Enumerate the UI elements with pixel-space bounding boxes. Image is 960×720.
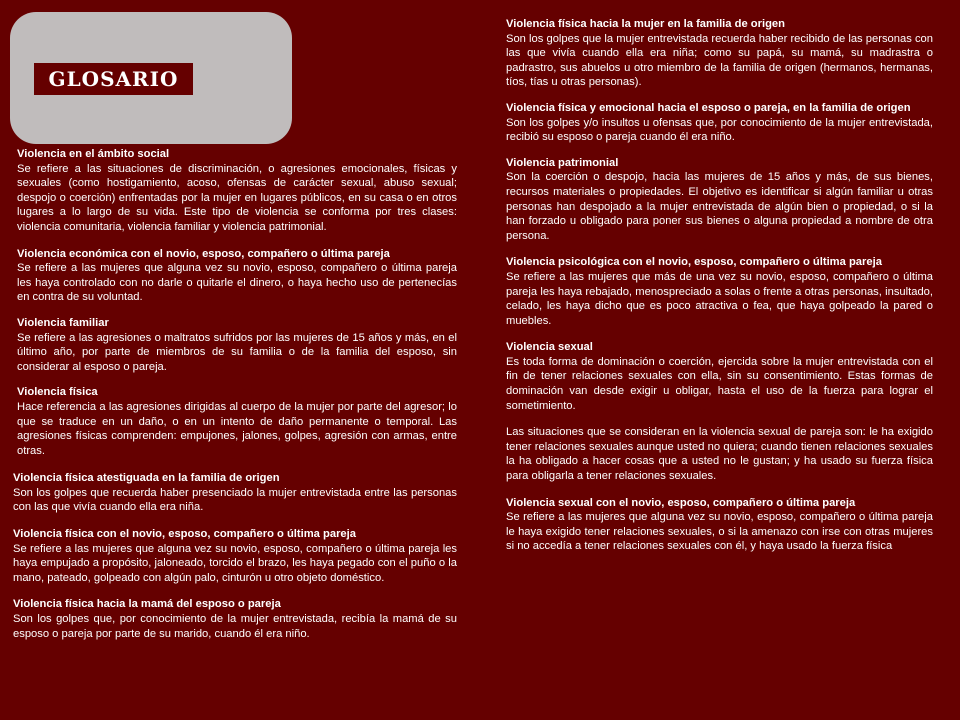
entry-term: Violencia sexual con el novio, esposo, compañero o última pareja — [506, 496, 856, 509]
entry-term: Violencia económica con el novio, esposo, compañero o última pareja — [17, 247, 390, 260]
entry-term: Violencia física hacia la mamá del esposo o pareja — [13, 598, 281, 611]
glossary-entry — [17, 247, 457, 305]
glossary-entry — [506, 101, 933, 145]
glossary-entry — [13, 471, 457, 515]
entry-definition: Se refiere a las mujeres que más de una vez su novio, esposo, compañero o última pareja les haya rebajado, menospreciado a solas o frente a otras personas, insultado, celado, les haya dicho que es poco atractiva o fea, que haya golpeado la pared o muebles. — [506, 270, 933, 327]
glossary-entry — [506, 340, 933, 413]
glossary-entry — [17, 316, 457, 374]
entry-term: Violencia física hacia la mujer en la familia de origen — [506, 18, 785, 30]
entry-definition: Hace referencia a las agresiones dirigidas al cuerpo de la mujer por parte del agresor; lo que se traduce en un daño, o en un intento de daño permanente o temporal. Las agresiones físicas comprenden: empujones, jalones, golpes, agresión con armas, entre otras. — [17, 400, 457, 457]
entry-term: Violencia física atestiguada en la familia de origen — [13, 472, 280, 485]
glossary-entry — [13, 527, 457, 585]
entry-term: Violencia física — [17, 386, 98, 399]
glossary-entry — [506, 425, 933, 483]
entry-definition: Se refiere a las mujeres que alguna vez su novio, esposo, compañero o última pareja les haya controlado con no darle o quitarle el dinero, o haya hecho uso de pertenecías en contra de su voluntad. — [17, 262, 457, 304]
glossary-entry — [17, 147, 457, 235]
page-title: GLOSARIO — [34, 63, 193, 95]
entry-definition: Son los golpes que, por conocimiento de la mujer entrevistada, recibía la mamá de su esposo o pareja por parte de su marido, cuando él era niño. — [13, 613, 457, 640]
entry-term: Violencia patrimonial — [506, 156, 619, 169]
entry-definition: Se refiere a las situaciones de discriminación, o agresiones emocionales, físicas y sexuales (como hostigamiento, acoso, ofensas de carácter sexual, abuso sexual; despojo o coerción) enfrentadas por la mujer en lugares públicos, en su casa o en otros lugares a lo largo de su vida. Este tipo de violencia se conforma por tres clases: violencia comunitaria, violencia familiar y violencia patrimonial. — [17, 162, 457, 233]
entry-definition: Es toda forma de dominación o coerción, ejercida sobre la mujer entrevistada con el fin de tener relaciones sexuales con ella, sin su consentimiento. Estas formas de dominación van desde exigir u obligar, hasta el uso de la fuerza para lograr el sometimiento. — [506, 355, 933, 412]
entry-definition: Son los golpes que recuerda haber presenciado la mujer entrevistada entre las personas con las que vivía cuando ella era niña. — [13, 486, 457, 514]
glossary-entry — [506, 17, 933, 90]
entry-term: Violencia familiar — [17, 316, 109, 329]
glossary-entry — [506, 255, 933, 328]
entry-term: Violencia en el ámbito social — [17, 148, 170, 160]
entry-term: Violencia física con el novio, esposo, compañero o última pareja — [13, 528, 356, 541]
entry-term: Violencia sexual — [506, 341, 593, 354]
entry-definition: Son la coerción o despojo, hacia las mujeres de 15 años y más, de sus bienes, recursos materiales o propiedades. El objetivo es identificar si algún familiar u otras personas han despojado a la mujer entrevistada de algún bien o propiedad, o si la han forzado u obligado para poner sus bienes o alguna propiedad a nombre de otra persona. — [506, 171, 933, 242]
entry-term: Violencia psicológica con el novio, esposo, compañero o última pareja — [506, 256, 882, 269]
entry-definition: Son los golpes que la mujer entrevistada recuerda haber recibido de las personas con las que vivía cuando ella era niña; como su papá, su mamá, su madrastra o padrastro, sus abuelos u otro miembro de la familia de origen (hermanos, hermanas, tíos, tías u otras personas). — [506, 32, 933, 89]
left-column — [13, 147, 457, 641]
entry-definition: Son los golpes y/o insultos u ofensas que, por conocimiento de la mujer entrevistada, recibió su esposo o pareja cuando él era niño. — [506, 116, 933, 144]
entry-definition: Las situaciones que se consideran en la violencia sexual de pareja son: le ha exigido tener relaciones sexuales aunque usted no quiera; cuando tienen relaciones sexuales la ha obligado a hacer cosas que a usted no le gustan; y ha usado su fuerza física para obligarla a tener relaciones sexuales. — [506, 426, 933, 483]
entry-definition: Se refiere a las mujeres que alguna vez su novio, esposo, compañero o última pareja les haya empujado a propósito, jaloneado, torcido el brazo, les haya pegado con el puño o la mano, pateado, golpeado con algún palo, cinturón u otro objeto doméstico. — [13, 542, 457, 584]
entry-term: Violencia física y emocional hacia el esposo o pareja, en la familia de origen — [506, 101, 911, 114]
right-column — [506, 17, 933, 554]
glossary-entry — [506, 156, 933, 244]
entry-definition: Se refiere a las agresiones o maltratos sufridos por las mujeres de 15 años y más, en el último año, por parte de miembros de su familia o de la familia del esposo, sin considerar al esposo o pareja. — [17, 331, 457, 373]
glossary-entry — [506, 496, 933, 554]
glossary-entry — [17, 385, 457, 458]
entry-definition: Se refiere a las mujeres que alguna vez su novio, esposo, compañero o última pareja le haya exigido tener relaciones sexuales, o si la amenazo con irse con otras mujeres si no accedía a tener relaciones sexuales con él, y haya usado la fuerza física — [506, 511, 933, 553]
glossary-entry — [13, 597, 457, 641]
